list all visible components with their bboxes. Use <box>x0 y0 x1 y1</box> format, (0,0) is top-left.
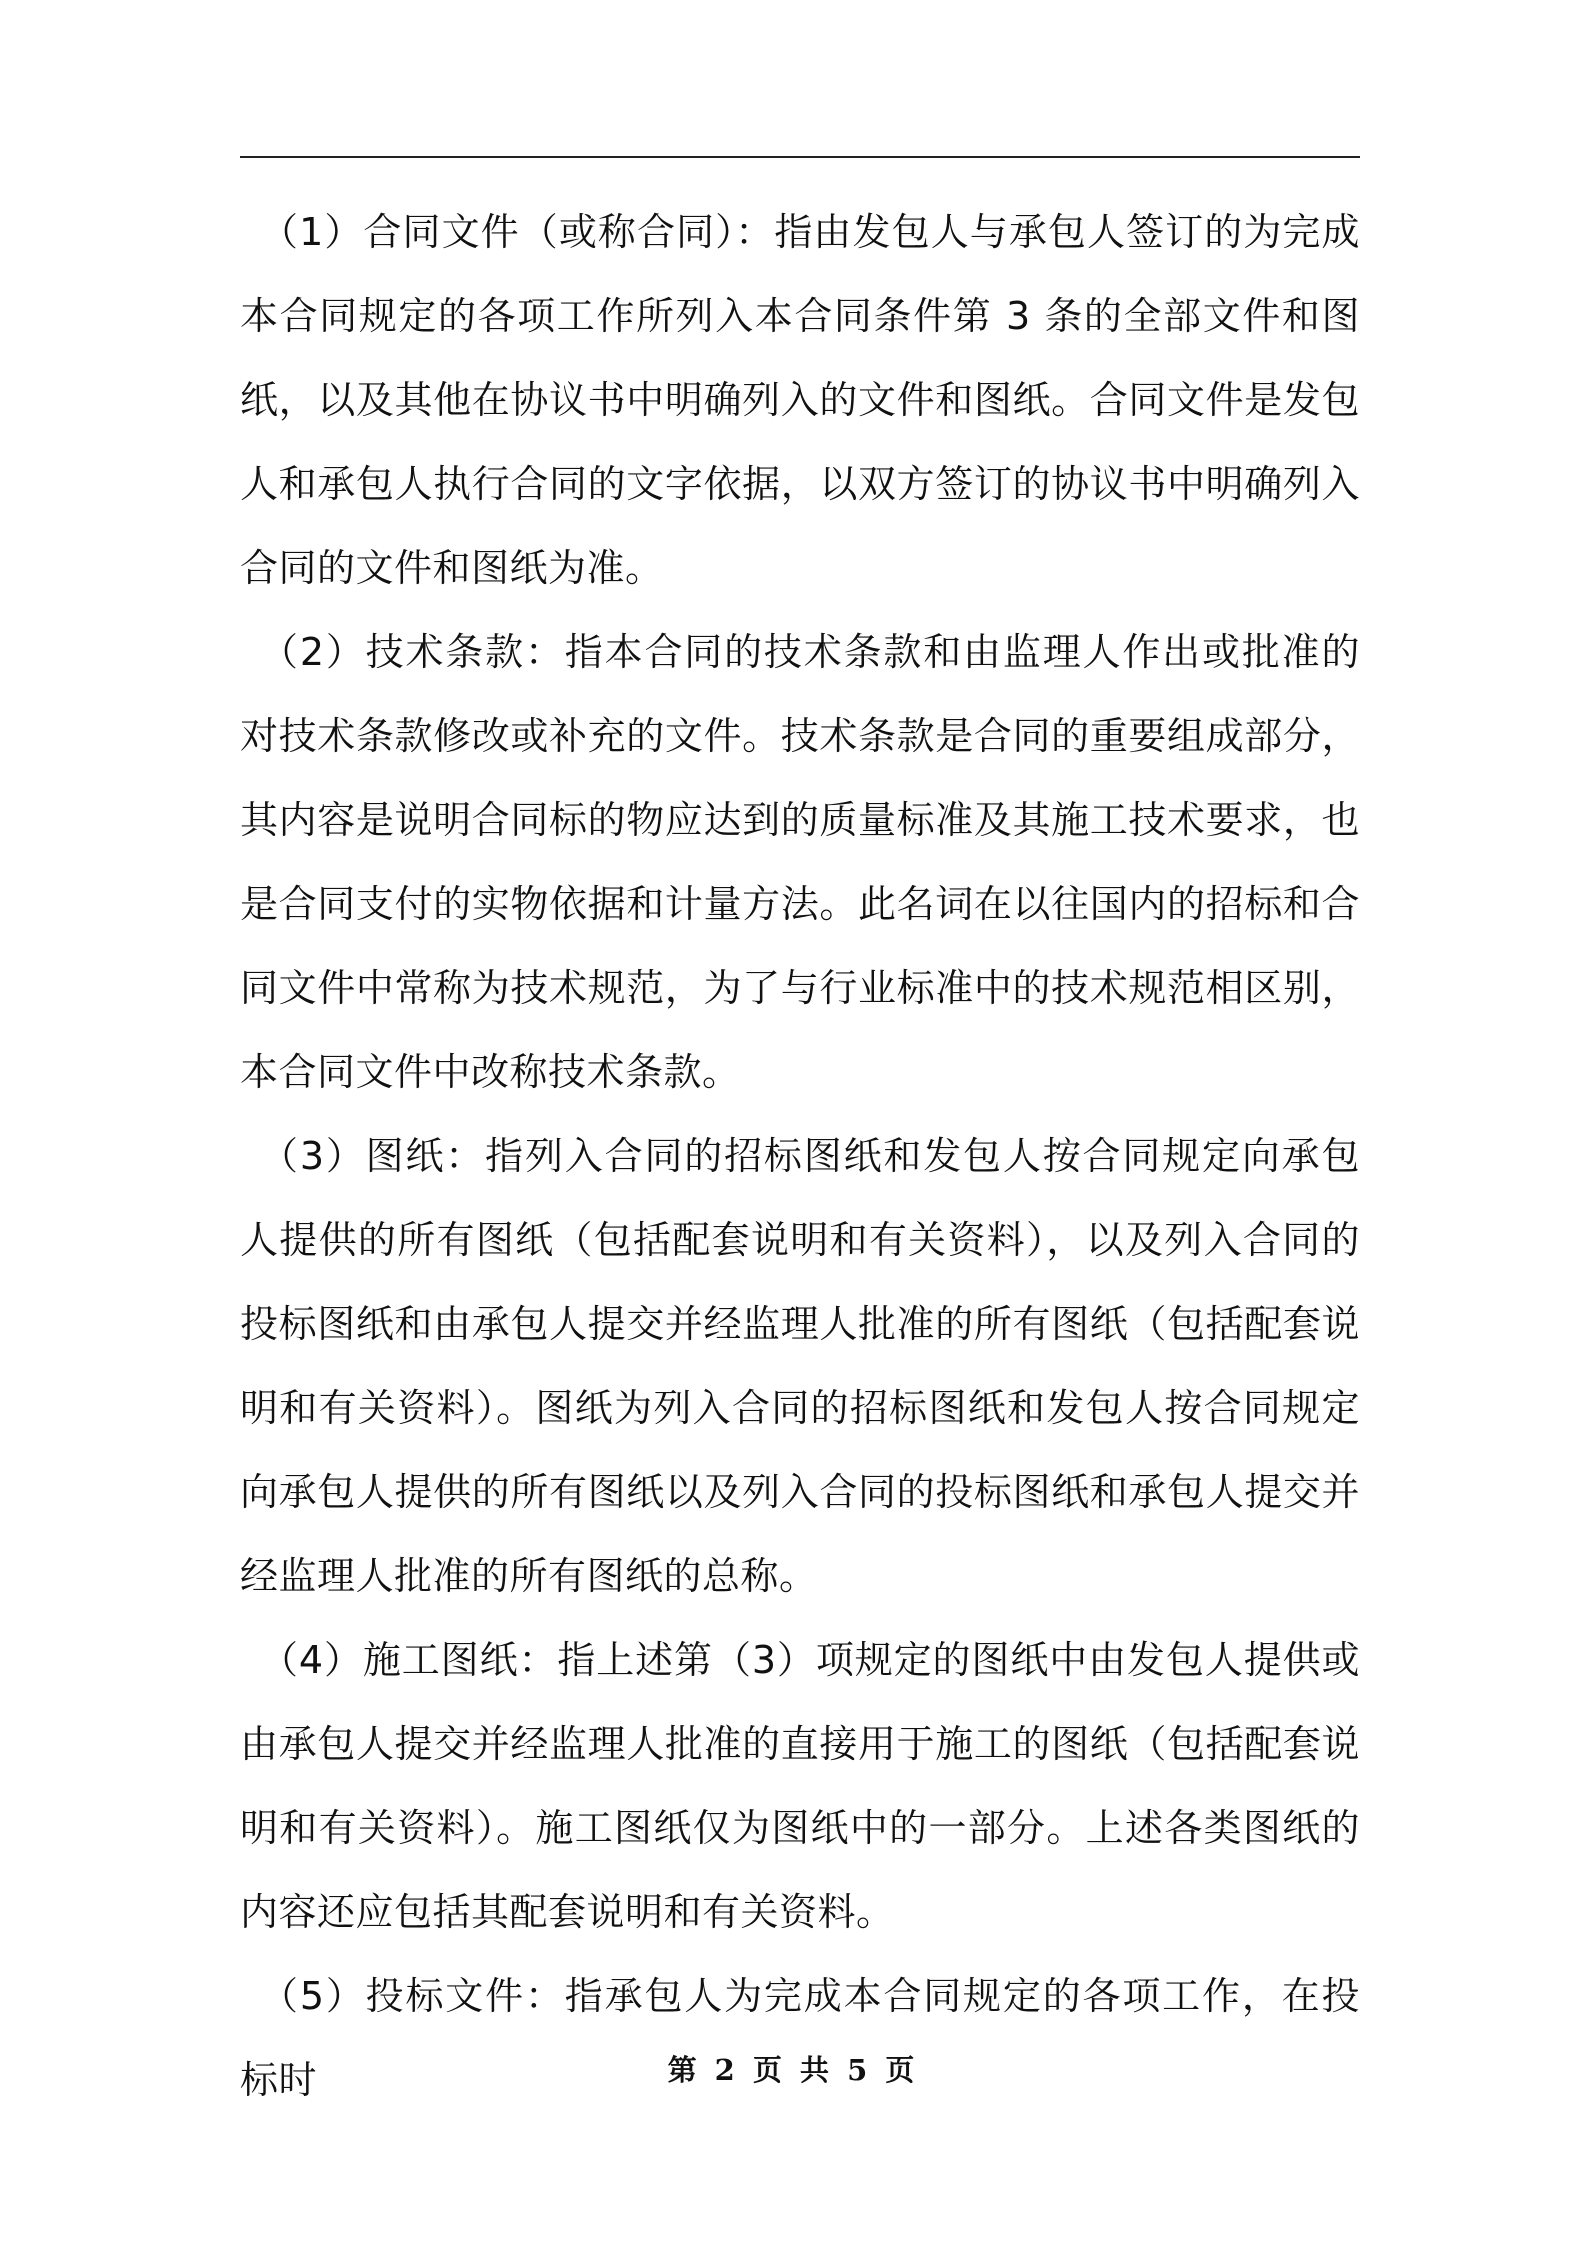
paragraph-drawings: （3）图纸：指列入合同的招标图纸和发包人按合同规定向承包人提供的所有图纸（包括配套说明和有关资料），以及列入合同的投标图纸和由承包人提交并经监理人批准的所有图纸（包括配套说明和有关资料）。图纸为列入合同的招标图纸和发包人按合同规定向承包人提供的所有图纸以及列入合同的投标图纸和承包人提交并经监理人批准的所有图纸的总称。 <box>240 1134 1360 1598</box>
document-body <box>240 190 1360 2122</box>
page-footer: 第 2 页 共 5 页 <box>667 2053 919 2087</box>
paragraph-bid-documents: （5）投标文件：指承包人为完成本合同规定的各项工作，在投标时 <box>240 1974 1360 2102</box>
paragraph-contract-documents: （1）合同文件（或称合同）：指由发包人与承包人签订的为完成本合同规定的各项工作所列入本合同条件第 3 条的全部文件和图纸，以及其他在协议书中明确列入的文件和图纸。合同文件是发包人和承包人执行合同的文字依据，以双方签订的协议书中明确列入合同的文件和图纸为准。 <box>240 210 1360 590</box>
header-rule <box>240 156 1360 158</box>
paragraph-construction-drawings: （4）施工图纸：指上述第（3）项规定的图纸中由发包人提供或由承包人提交并经监理人批准的直接用于施工的图纸（包括配套说明和有关资料）。施工图纸仅为图纸中的一部分。上述各类图纸的内容还应包括其配套说明和有关资料。 <box>240 1638 1360 1934</box>
paragraph-technical-clauses: （2）技术条款：指本合同的技术条款和由监理人作出或批准的对技术条款修改或补充的文件。技术条款是合同的重要组成部分，其内容是说明合同标的物应达到的质量标准及其施工技术要求，也是合同支付的实物依据和计量方法。此名词在以往国内的招标和合同文件中常称为技术规范，为了与行业标准中的技术规范相区别，本合同文件中改称技术条款。 <box>240 630 1360 1094</box>
